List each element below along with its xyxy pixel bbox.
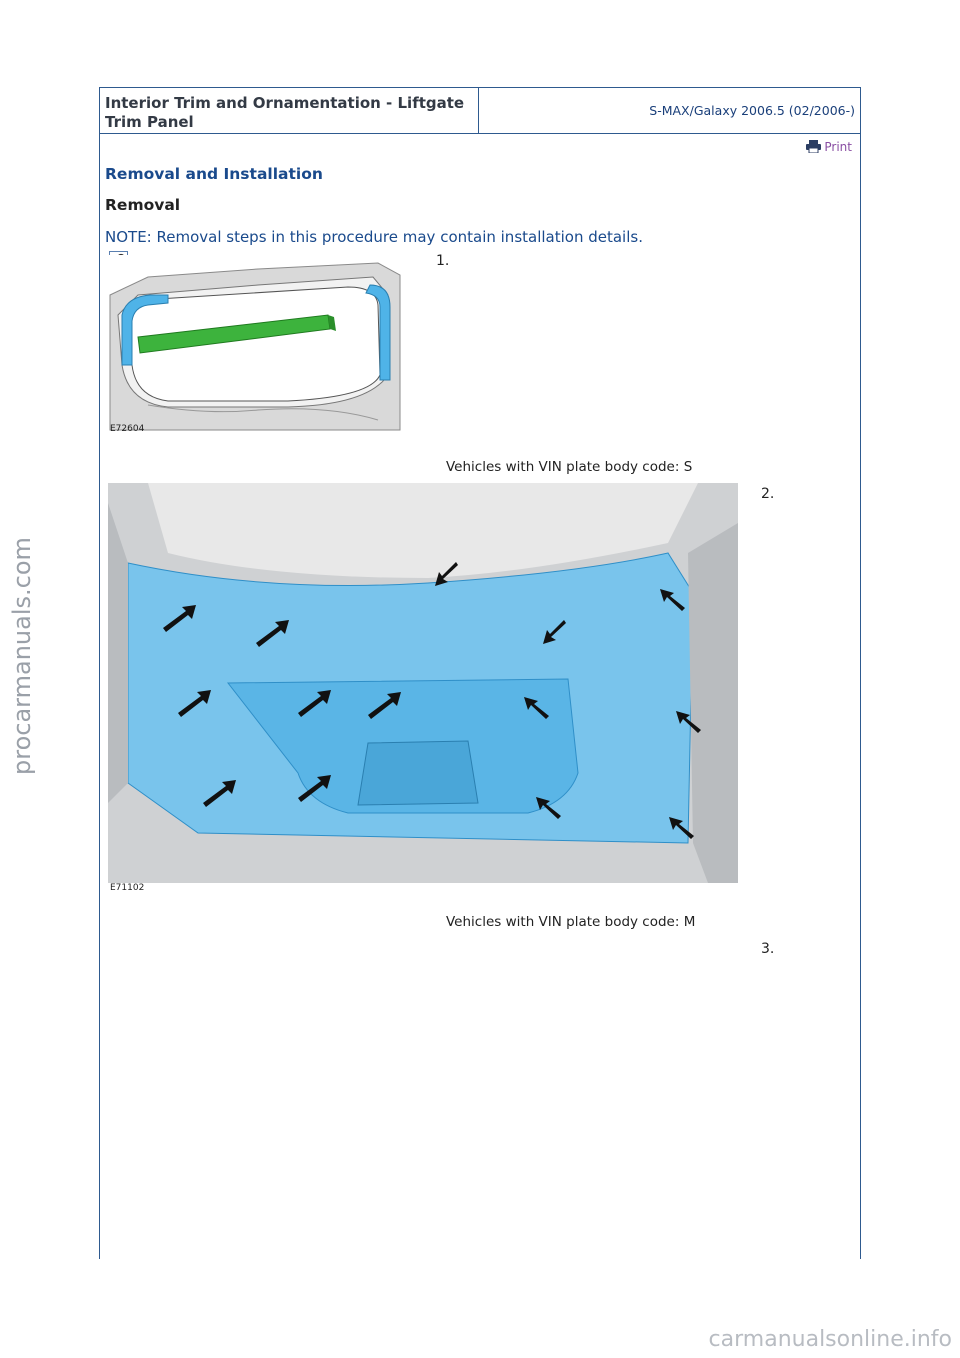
document-frame [99, 87, 861, 1259]
figure-1-label: E72604 [110, 424, 145, 434]
step-number-1: 1. [436, 253, 450, 269]
figure-2-label: E71102 [110, 883, 145, 893]
header-bar [100, 88, 860, 134]
print-label: Print [824, 140, 852, 154]
figure-liftgate-upper-trim [108, 255, 401, 435]
step-number-3: 3. [761, 941, 775, 957]
side-watermark: procarmanuals.com [8, 537, 36, 775]
footer-watermark: carmanualsonline.info [708, 1327, 952, 1352]
printer-icon [806, 140, 821, 153]
page-title: Interior Trim and Ornamentation - Liftgate Trim Panel [105, 94, 465, 131]
header-title-cell [100, 88, 479, 133]
model-label: S-MAX/Galaxy 2006.5 (02/2006-) [649, 103, 855, 118]
step-number-2: 2. [761, 486, 775, 502]
section-heading: Removal [105, 196, 181, 214]
figure-liftgate-trim-panel-clips [108, 483, 738, 895]
step-2-condition: Vehicles with VIN plate body code: S [446, 459, 693, 475]
print-button[interactable] [806, 140, 852, 154]
note-text: NOTE: Removal steps in this procedure may contain installation details. [105, 228, 643, 246]
procedure-heading: Removal and Installation [105, 165, 323, 183]
step-3-condition: Vehicles with VIN plate body code: M [446, 914, 696, 930]
